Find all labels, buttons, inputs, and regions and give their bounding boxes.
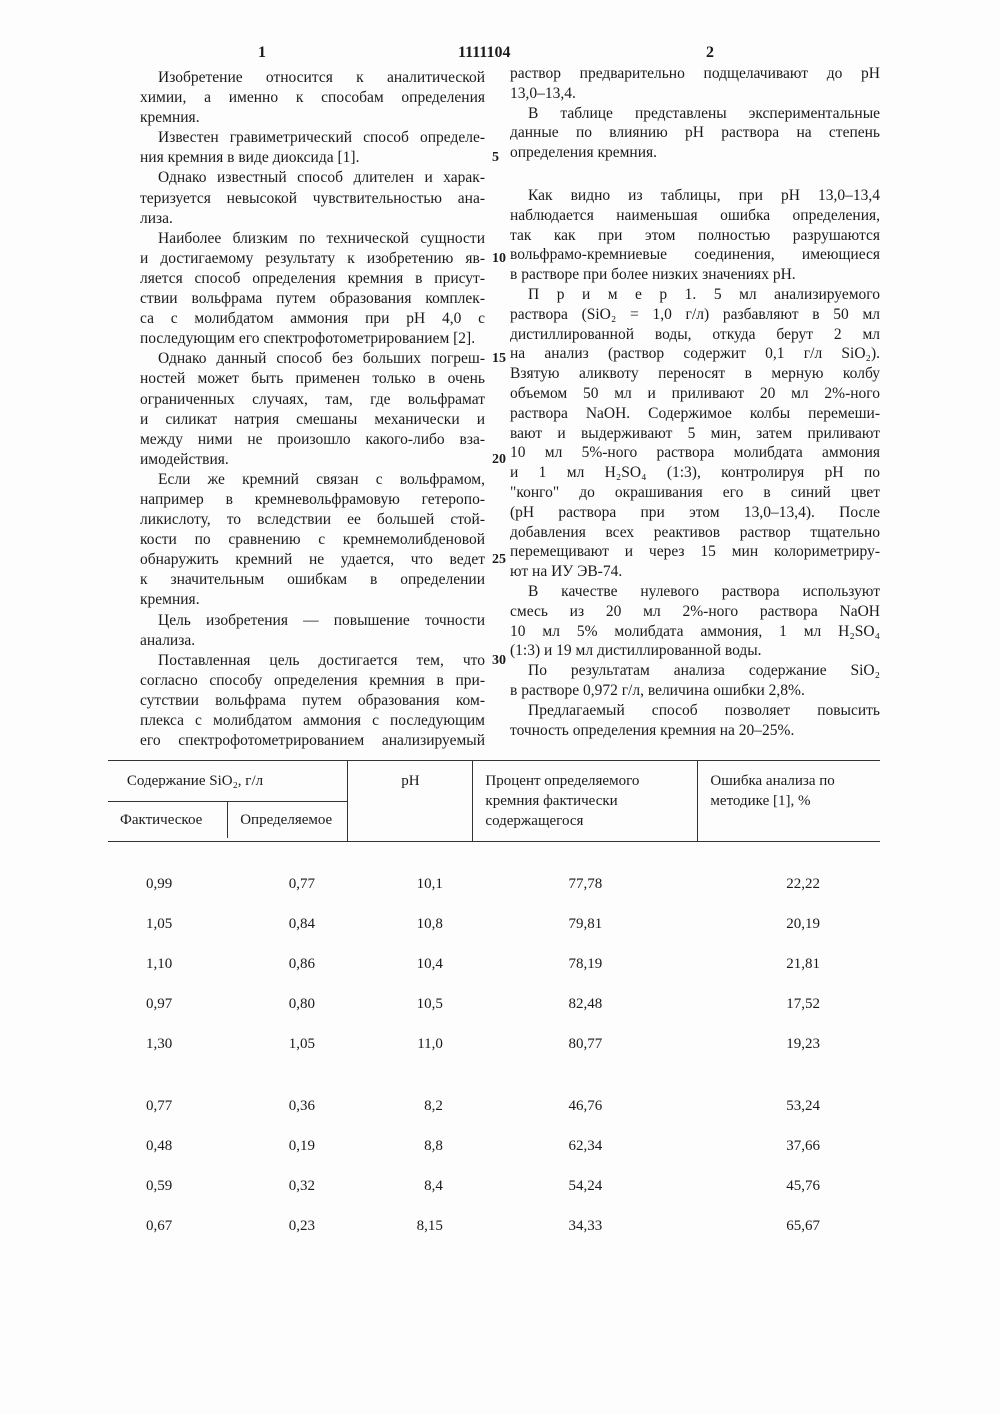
text-line: В таблице представлены экспериментальные — [528, 104, 880, 122]
text-line: вольфрамо-кремниевые соединения, имеющиеся — [510, 246, 880, 264]
header-content-label: Содержание SiO₂, г/л — [126, 773, 264, 789]
text-line: По результатам анализа содержание SiO₂ — [528, 662, 880, 680]
text-line: Изобретение относится к аналитической — [158, 69, 485, 86]
text-line: имодействия. — [140, 450, 229, 468]
cell-determined: 0,80 — [288, 995, 315, 1012]
text-line: например в кремневольфрамовую гетеропо- — [140, 490, 485, 508]
text-line: химии, а именно к способам определения — [140, 89, 485, 107]
text-line: (pH раствора при этом 13,0–13,4). После — [510, 503, 880, 521]
cell-actual: 1,30 — [146, 1035, 173, 1052]
text-line: определения кремния. — [510, 144, 658, 162]
text-line: плекса с молибдатом аммония с последующим — [140, 712, 485, 729]
text-line: са с молибдатом аммония при pH 4,0 с — [140, 310, 485, 328]
text-line: перемещивают и через 15 мин колориметриру- — [510, 543, 880, 561]
text-line: ния кремния в виде диоксида [1]. — [140, 149, 360, 167]
table-row — [108, 1024, 880, 1064]
spacer — [108, 842, 880, 865]
cell-error: 65,67 — [786, 1217, 820, 1234]
cell-error: 17,52 — [786, 995, 820, 1012]
text-line: Если же кремний связан с вольфрамом, — [158, 470, 485, 488]
table-row — [108, 1086, 880, 1126]
text-line: объемом 50 мл и приливают 20 мл 2%-ного — [510, 384, 880, 402]
right-text-column — [510, 186, 880, 740]
text-line: Известен гравиметрический способ определе- — [158, 129, 485, 147]
header-actual: Фактическое — [120, 812, 203, 828]
cell-percent: 78,19 — [568, 955, 603, 972]
cell-ph: 8,15 — [416, 1217, 443, 1234]
table-row — [108, 864, 880, 904]
cell-determined: 0,36 — [288, 1097, 315, 1114]
table-row — [108, 984, 880, 1024]
header-percent: Процент определяемого кремния фактически содержащегося — [473, 761, 698, 842]
patent-number: 1111104 — [458, 44, 511, 61]
text-line: Предлагаемый способ позволяет повысить — [528, 701, 880, 719]
cell-error: 21,81 — [786, 955, 820, 972]
text-line: и силикат натрия смешаны механически и — [140, 410, 485, 428]
text-line: Однако данный способ без больших погреш- — [158, 350, 485, 368]
cell-percent: 77,78 — [568, 875, 603, 892]
cell-ph: 8,2 — [424, 1097, 443, 1114]
cell-percent: 80,77 — [568, 1035, 603, 1052]
line-number: 5 — [492, 150, 499, 166]
text-line: кремния. — [140, 591, 200, 609]
text-line: ляется способ определения кремния в присут- — [140, 269, 485, 287]
cell-actual: 0,48 — [146, 1137, 173, 1154]
cell-ph: 10,1 — [416, 875, 443, 892]
text-line: и достигаемому результату к изобретению яв- — [140, 249, 485, 267]
cell-error: 20,19 — [786, 915, 820, 932]
results-table — [108, 760, 880, 1246]
text-line: смесь из 20 мл 2%-ного раствора NaOH — [510, 602, 880, 620]
text-line: 10 мл 5% молибдата аммония, 1 мл H₂SO₄ — [510, 622, 880, 640]
cell-ph: 10,5 — [416, 995, 443, 1012]
table-row — [108, 1206, 880, 1246]
table-row — [108, 904, 880, 944]
cell-determined: 0,19 — [288, 1137, 315, 1154]
line-number: 25 — [492, 552, 506, 568]
text-line: В качестве нулевого раствора используют — [528, 582, 880, 600]
text-line: в растворе 0,972 г/л, величина ошибки 2,8%. — [510, 681, 805, 699]
text-line: добавления всех реактивов раствор тщательно — [510, 523, 880, 541]
cell-actual: 0,67 — [146, 1217, 173, 1234]
text-line: анализа. — [140, 631, 196, 649]
cell-determined: 0,23 — [288, 1217, 315, 1234]
cell-determined: 1,05 — [288, 1035, 315, 1052]
text-line: согласно способу определения кремния в при- — [140, 671, 485, 689]
text-line: ограниченных случаях, там, где вольфрамат — [140, 390, 485, 408]
text-line: "конго" до окрашивания его в синий цвет — [510, 483, 880, 501]
cell-ph: 8,4 — [424, 1177, 443, 1194]
cell-percent: 62,34 — [568, 1137, 603, 1154]
cell-ph: 8,8 — [424, 1137, 443, 1154]
text-line: раствор предварительно подщелачивают до pH — [510, 65, 880, 82]
line-number: 20 — [492, 451, 506, 467]
text-line: Взятую аликвоту переносят в мерную колбу — [510, 365, 880, 383]
text-line: на анализ (раствор содержит 0,1 г/л SiO₂). — [510, 345, 880, 363]
cell-actual: 0,97 — [146, 995, 173, 1012]
cell-determined: 0,32 — [288, 1177, 315, 1194]
header-error: Ошибка анализа по методике [1], % — [698, 761, 880, 842]
text-line: его спектрофотометрированием анализируемый — [140, 732, 485, 750]
text-line: раствора (SiO₂ = 1,0 г/л) разбавляют в 50 мл — [510, 305, 880, 323]
spacer — [108, 1064, 880, 1086]
line-number: 30 — [492, 652, 506, 668]
text-line: данные по влиянию pH раствора на степень — [510, 124, 880, 142]
text-line: раствора NaOH. Содержимое колбы перемеши- — [510, 404, 880, 422]
text-line: ностей может быть применен только в очень — [140, 370, 485, 388]
cell-actual: 1,05 — [146, 915, 173, 932]
text-line: дистиллированной воды, откуда берут 2 мл — [510, 325, 880, 343]
cell-determined: 0,77 — [288, 875, 315, 892]
text-line: сутствии вольфрама путем образования ком- — [140, 691, 485, 709]
cell-percent: 82,48 — [568, 995, 603, 1012]
text-line: так как при этом полностью разрушаются — [510, 226, 880, 244]
text-line: и 1 мл H₂SO₄ (1:3), контролируя pH по — [510, 464, 880, 482]
cell-error: 45,76 — [786, 1177, 820, 1194]
table-row — [108, 1126, 880, 1166]
text-line: ликислоту, то вследствии ее большей стой- — [140, 511, 485, 529]
cell-error: 53,24 — [786, 1097, 820, 1114]
text-line: теризуется невысокой чувствительностью ана- — [140, 189, 485, 207]
text-line: Цель изобретения — повышение точности — [158, 611, 485, 629]
cell-determined: 0,86 — [288, 955, 315, 972]
right-text-intro — [510, 64, 880, 163]
cell-ph: 10,8 — [416, 915, 443, 932]
cell-actual: 0,99 — [146, 875, 173, 892]
cell-error: 37,66 — [786, 1137, 820, 1154]
text-line: вают и выдерживают 5 мин, затем приливают — [510, 424, 880, 442]
header-determined: Определяемое — [227, 802, 347, 838]
header-content — [108, 761, 348, 842]
text-line: последующим его спектрофотометрированием [2]. — [140, 330, 476, 348]
text-line: обнаружить кремний не удается, что ведет — [140, 551, 485, 569]
left-text-column — [140, 68, 485, 751]
cell-percent: 46,76 — [568, 1097, 603, 1114]
cell-ph: 11,0 — [417, 1035, 443, 1052]
cell-actual: 1,10 — [146, 955, 173, 972]
text-line: 10 мл 5%-ного раствора молибдата аммония — [510, 444, 880, 462]
text-line: П р и м е р 1. 5 мл анализируемого — [528, 285, 880, 303]
line-number: 15 — [492, 351, 506, 367]
text-line: между ними не произошло какого-либо вза- — [140, 430, 485, 448]
spacer-row — [108, 842, 880, 865]
cell-percent: 54,24 — [568, 1177, 603, 1194]
table-row — [108, 944, 880, 984]
text-line: лиза. — [140, 209, 173, 227]
cell-percent: 34,33 — [568, 1217, 603, 1234]
page-number-right: 2 — [706, 44, 714, 61]
text-line: наблюдается наименьшая ошибка определения, — [510, 206, 880, 224]
cell-determined: 0,84 — [288, 915, 315, 932]
text-line: кости по сравнению с кремнемолибденовой — [140, 531, 485, 549]
cell-actual: 0,59 — [146, 1177, 173, 1194]
cell-percent: 79,81 — [568, 915, 603, 932]
text-line: (1:3) и 19 мл дистиллированной воды. — [510, 642, 762, 660]
text-line: ют на ИУ ЭВ-74. — [510, 563, 623, 581]
cell-actual: 0,77 — [146, 1097, 173, 1114]
text-line: Наиболее близким по технической сущности — [158, 229, 485, 247]
text-line: ствии вольфрама путем образования комплек- — [140, 290, 485, 308]
spacer-row — [108, 1064, 880, 1086]
cell-error: 22,22 — [786, 875, 820, 892]
text-line: кремния. — [140, 109, 200, 127]
page-number-left: 1 — [258, 44, 266, 61]
text-line: Как видно из таблицы, при pH 13,0–13,4 — [528, 187, 880, 204]
line-number: 10 — [492, 250, 506, 266]
text-line: в растворе при более низких значениях pH. — [510, 266, 796, 284]
cell-ph: 10,4 — [416, 955, 443, 972]
header-ph: pH — [348, 761, 473, 842]
text-line: 13,0–13,4. — [510, 84, 576, 102]
text-line: к значительным ошибкам в определении — [140, 571, 485, 589]
text-line: точность определения кремния на 20–25%. — [510, 721, 795, 739]
cell-error: 19,23 — [786, 1035, 820, 1052]
text-line: Однако известный способ длителен и харак- — [158, 169, 485, 187]
table-row — [108, 1166, 880, 1206]
text-line: Поставленная цель достигается тем, что — [158, 651, 485, 669]
